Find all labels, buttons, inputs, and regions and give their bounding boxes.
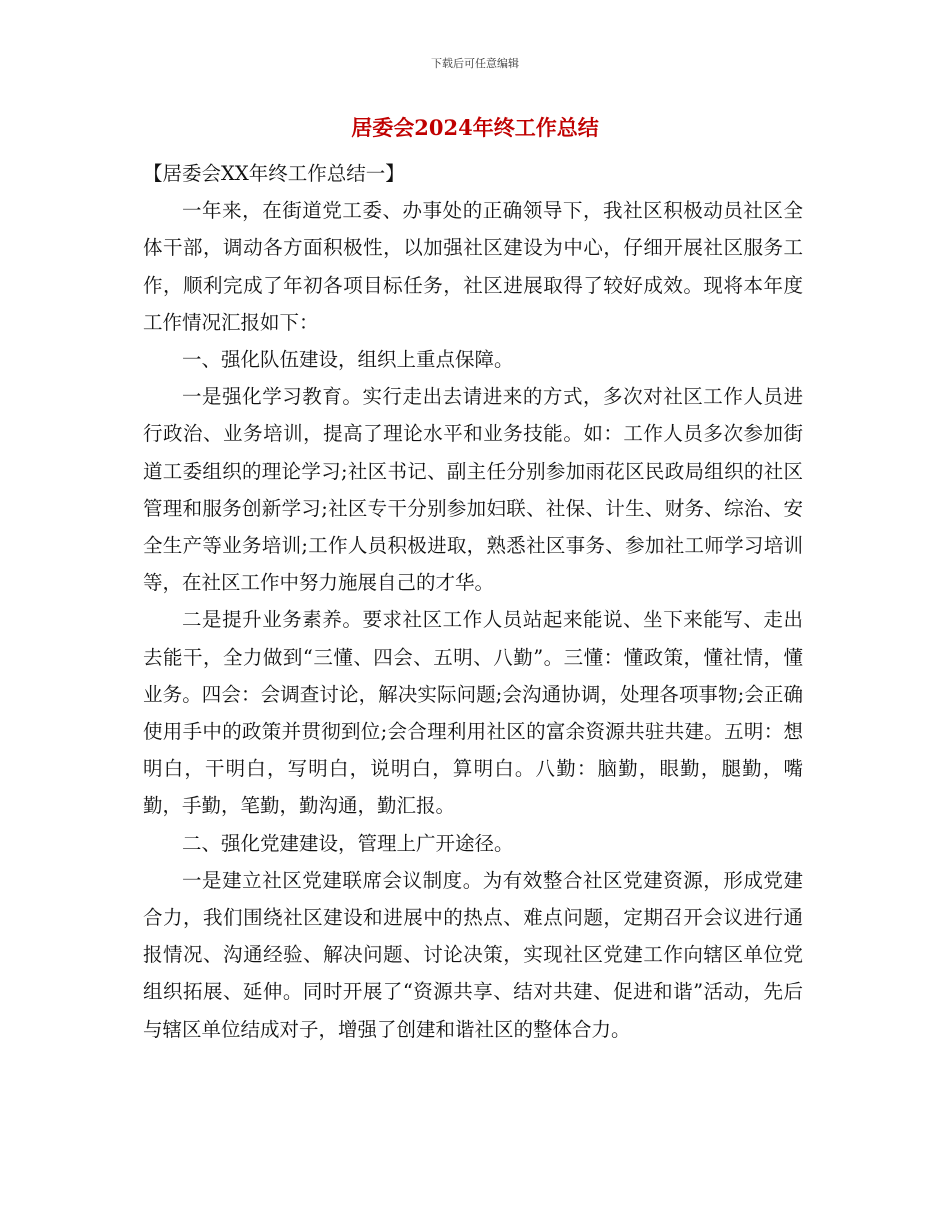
body-paragraph: 一是强化学习教育。实行走出去请进来的方式，多次对社区工作人员进行政治、业务培训，提高了理论水平和业务技能。如：工作人员多次参加街道工委组织的理论学习;社区书记、副主任分别参加雨花区民政局组织的社区管理和服务创新学习;社区专干分别参加妇联、社保、计生、财务、综治、安全生产等业务培训;工作人员积极进取，熟悉社区事务、参加社工师学习培训等，在社区工作中努力施展自己的才华。 — [143, 385, 803, 595]
body-paragraph: 二是提升业务素养。要求社区工作人员站起来能说、坐下来能写、走出去能干，全力做到“三懂、四会、五明、八勤”。三懂：懂政策，懂社情，懂业务。四会：会调查讨论，解决实际问题;会沟通协调，处理各项事物;会正确使用手中的政策并贯彻到位;会合理利用社区的富余资源共驻共建。五明：想明白，干明白，写明白，说明白，算明白。八勤：脑勤，眼勤，腿勤，嘴勤，手勤，笔勤，勤沟通，勤汇报。 — [143, 608, 803, 818]
body-paragraph: 一年来，在街道党工委、办事处的正确领导下，我社区积极动员社区全体干部，调动各方面积极性，以加强社区建设为中心，仔细开展社区服务工作，顺利完成了年初各项目标任务，社区进展取得了较好成效。现将本年度工作情况汇报如下： — [143, 199, 803, 334]
document-title: 居委会2024年终工作总结 — [351, 115, 599, 140]
section-subtitle: 【居委会XX年终工作总结一】 — [143, 162, 405, 185]
section-heading: 一、强化队伍建设，组织上重点保障。 — [182, 348, 514, 372]
body-paragraph: 一是建立社区党建联席会议制度。为有效整合社区党建资源，形成党建合力，我们围绕社区建设和进展中的热点、难点问题，定期召开会议进行通报情况、沟通经验、解决问题、讨论决策，实现社区党建工作向辖区单位党组织拓展、延伸。同时开展了“资源共享、结对共建、促进和谐”活动，先后与辖区单位结成对子，增强了创建和谐社区的整体合力。 — [143, 868, 803, 1041]
header-note: 下载后可任意编辑 — [431, 57, 519, 70]
section-heading: 二、强化党建建设，管理上广开途径。 — [182, 831, 514, 855]
document-body — [143, 155, 803, 1048]
